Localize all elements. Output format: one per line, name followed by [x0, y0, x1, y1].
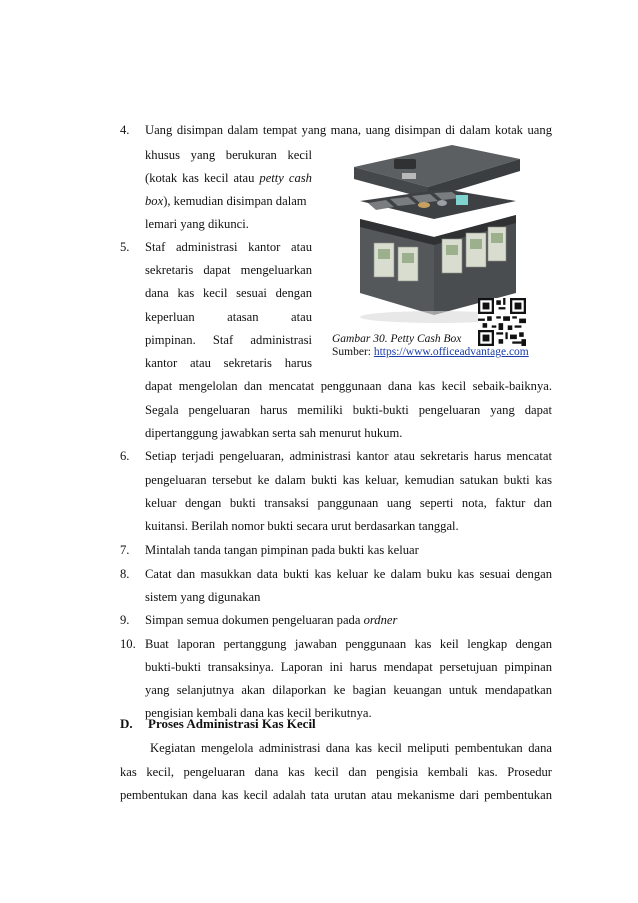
list-item-text: yang selanjutnya akan dilaporkan ke bagian keuangan untuk mendapatkan [145, 683, 552, 697]
list-item-text: (kotak kas kecil atau petty cash [145, 171, 312, 185]
list-item-text: kantor atau sekretaris harus [145, 356, 312, 370]
list-item-text: Setiap terjadi pengeluaran, administrasi kantor atau sekretaris harus mencatat [145, 449, 552, 463]
qr-code-icon [478, 298, 526, 346]
list-item-text: Segala pengeluaran harus memiliki bukti-bukti pengeluaran yang dapat [145, 403, 552, 417]
list-item-text: pengisian kembali dana kas kecil berikutnya. [145, 706, 372, 720]
list-item-text: Buat laporan pertanggung jawaban penggunaan kas keil lengkap dengan [145, 637, 552, 651]
list-item-text: Staf administrasi kantor atau [145, 240, 312, 254]
list-number: 4. [120, 123, 130, 137]
list-item-text: dapat mengelolan dan mencatat penggunaan dana kas kecil sebaik-baiknya. [145, 379, 552, 393]
list-number: 8. [120, 567, 130, 581]
list-number: 9. [120, 613, 130, 627]
list-item-text: sekretaris dapat mengeluarkan [145, 263, 312, 277]
list-item-text: keluar dengan bukti transaksi panggunaan uang seperti nota, faktur dan [145, 496, 552, 510]
list-number: 6. [120, 449, 130, 463]
list-item-text: lemari yang dikunci. [145, 217, 249, 231]
list-item-text: kuitansi. Berilah nomor bukti secara urut berdasarkan tanggal. [145, 519, 459, 533]
list-number: 5. [120, 240, 130, 254]
list-number: 10. [120, 637, 136, 651]
paragraph-line: kas kecil, pengeluaran dana kas kecil dan pengisia kembali kas. Prosedur [120, 765, 552, 779]
source-link[interactable]: https://www.officeadvantage.com [373, 346, 529, 358]
list-item-text: Uang disimpan dalam tempat yang mana, uang disimpan di dalam kotak uang [145, 123, 552, 137]
paragraph-line: pembentukan dana kas kecil adalah tata urutan atau mekanisme dari pembentukan [120, 788, 552, 802]
list-item-text: sistem yang digunakan [145, 590, 261, 604]
list-item-text: pimpinan. Staf administrasi [145, 333, 312, 347]
list-item-text: box), kemudian disimpan dalam [145, 194, 307, 208]
figure-source: Sumber: https://www.officeadvantage.com [332, 346, 529, 358]
list-item-text: Simpan semua dokumen pengeluaran pada ordner [145, 613, 398, 627]
paragraph-line: Kegiatan mengelola administrasi dana kas kecil meliputi pembentukan dana [150, 741, 552, 755]
list-item-text: keperluan atasan atau [145, 310, 312, 324]
figure-caption: Gambar 30. Petty Cash Box [332, 333, 462, 345]
list-item-text: khusus yang berukuran kecil [145, 148, 312, 162]
list-item-text: dipertanggung jawabkan serta sah menurut hukum. [145, 426, 403, 440]
list-number: 7. [120, 543, 130, 557]
list-item-text: Catat dan masukkan data bukti kas keluar ke dalam buku kas sesuai dengan [145, 567, 552, 581]
list-item-text: Mintalah tanda tangan pimpinan pada bukti kas keluar [145, 543, 419, 557]
list-item-text: dana kas kecil sesuai dengan [145, 286, 312, 300]
list-item-text: pengeluaran tersebut ke dalam bukti kas keluar, kemudian satukan bukti kas [145, 473, 552, 487]
list-item-text: bukti-bukti transaksinya. Laporan ini harus mendapat persetujuan pimpinan [145, 660, 552, 674]
section-heading: D. Proses Administrasi Kas Kecil [120, 716, 316, 731]
